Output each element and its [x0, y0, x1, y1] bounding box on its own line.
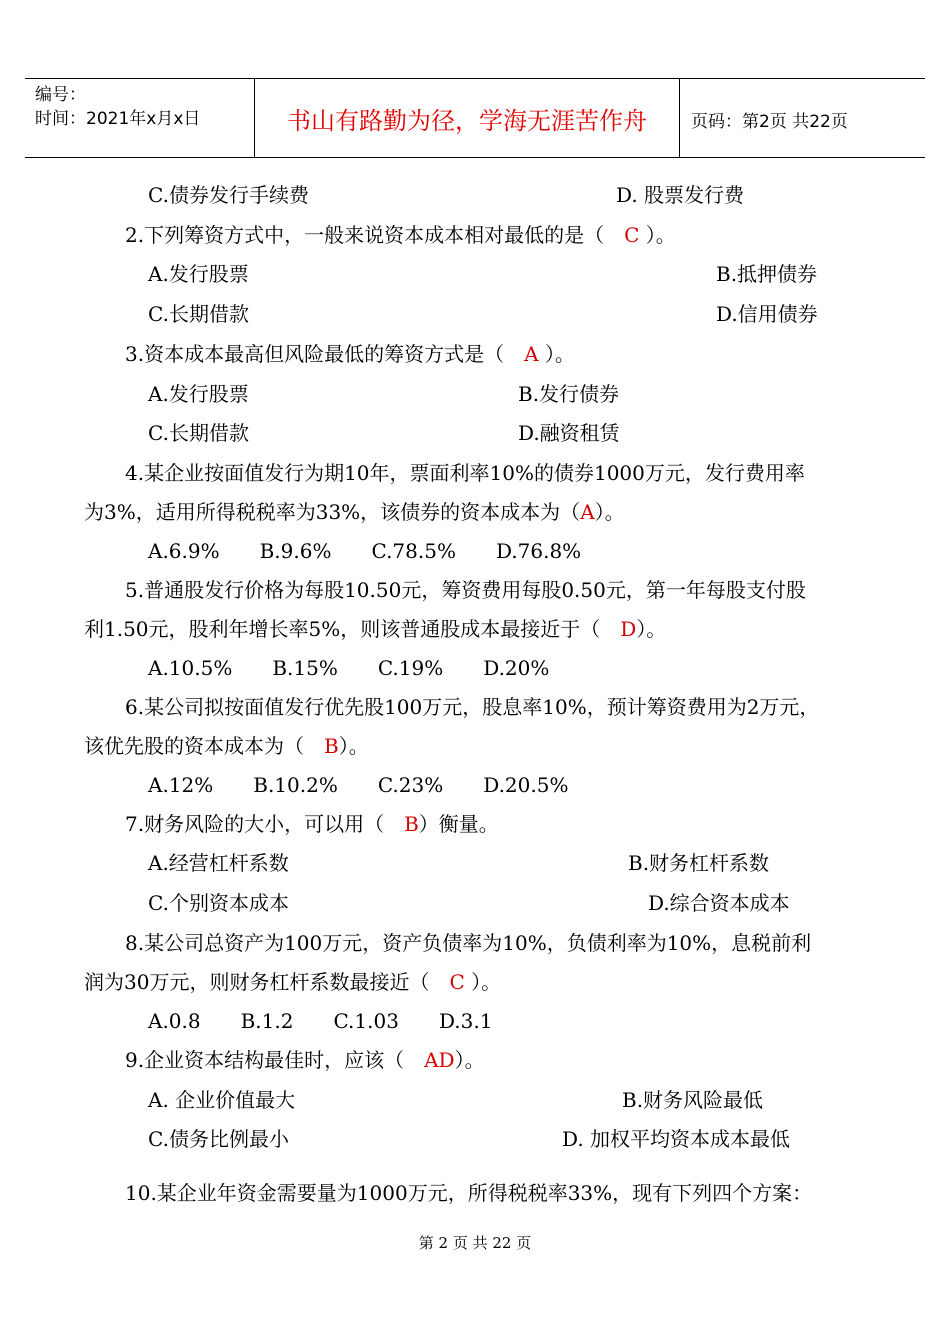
text-line: B.抵押债券 — [716, 262, 818, 286]
header-motto: 书山有路勤为径，学海无涯苦作舟 — [287, 107, 647, 135]
text-line: A.10.5% B.15% C.19% D.20% — [148, 656, 550, 680]
text-line: B.财务风险最低 — [622, 1088, 764, 1112]
answer-mark: B — [404, 812, 419, 836]
text-line: D. 股票发行费 — [616, 183, 745, 207]
text-line: D.综合资本成本 — [648, 891, 790, 915]
answer-mark: A — [580, 500, 595, 524]
text-line: 4.某企业按面值发行为期10年，票面利率10%的债券1000万元，发行费用率 — [125, 461, 805, 485]
text-line — [84, 617, 666, 641]
text-line: 10.某企业年资金需要量为1000万元，所得税税率33%，现有下列四个方案： — [125, 1181, 813, 1205]
date-label: 时间：2021年x月x日 — [35, 109, 201, 129]
text-line: C.长期借款 — [148, 421, 249, 445]
question-text: 润为30万元，则财务杠杆系数最接近（ — [84, 970, 450, 994]
question-text-end: ）。 — [454, 1048, 485, 1072]
question-text-end: ）衡量。 — [418, 812, 499, 836]
answer-mark: A — [524, 342, 539, 366]
text-line: 5.普通股发行价格为每股10.50元，筹资费用每股0.50元，第一年每股支付股 — [125, 578, 806, 602]
text-line: C.个别资本成本 — [148, 891, 289, 915]
text-line: C.债务比例最小 — [148, 1127, 289, 1151]
question-text-end: ）。 — [594, 500, 625, 524]
text-line — [125, 223, 676, 247]
text-line: A.发行股票 — [148, 262, 249, 286]
text-line — [125, 342, 575, 366]
text-line — [125, 812, 499, 836]
question-text: 9.企业资本结构最佳时，应该（ — [125, 1048, 425, 1072]
question-text: 3.资本成本最高但风险最低的筹资方式是（ — [125, 342, 525, 366]
answer-mark: C — [449, 970, 465, 994]
text-line — [84, 500, 625, 524]
header-meta — [35, 83, 200, 131]
question-text: 2.下列筹资方式中，一般来说资本成本相对最低的是（ — [125, 223, 625, 247]
question-text: 为3%，适用所得税税率为33%，该债券的资本成本为（ — [84, 500, 581, 524]
text-line: 6.某公司拟按面值发行优先股100万元，股息率10%，预计筹资费用为2万元， — [125, 695, 820, 719]
answer-mark: AD — [424, 1048, 455, 1072]
answer-mark: D — [620, 617, 637, 641]
page-footer: 第 2 页 共 22 页 — [418, 1234, 532, 1252]
text-line — [125, 1048, 485, 1072]
question-text: 该优先股的资本成本为（ — [84, 734, 324, 758]
text-line: A.6.9% B.9.6% C.78.5% D.76.8% — [148, 539, 582, 563]
text-line: A.经营杠杆系数 — [148, 851, 289, 875]
text-line: 8.某公司总资产为100万元，资产负债率为10%，负债利率为10%，息税前利 — [125, 931, 812, 955]
question-text-end: ）。 — [639, 223, 676, 247]
question-text-end: ）。 — [538, 342, 575, 366]
text-line: B.财务杠杆系数 — [628, 851, 770, 875]
text-line: A.0.8 B.1.2 C.1.03 D.3.1 — [148, 1009, 493, 1033]
question-text-end: ）。 — [338, 734, 369, 758]
answer-mark: C — [624, 223, 640, 247]
question-text-end: ）。 — [636, 617, 667, 641]
answer-mark: B — [324, 734, 339, 758]
text-line — [84, 734, 369, 758]
header-page-label: 页码：第2页 共22页 — [691, 112, 848, 132]
text-line: A.12% B.10.2% C.23% D.20.5% — [148, 773, 569, 797]
question-text: 利1.50元，股利年增长率5%，则该普通股成本最接近于（ — [84, 617, 621, 641]
text-line: B.发行债券 — [518, 382, 620, 406]
page-header — [25, 78, 925, 158]
text-line: D.信用债券 — [716, 302, 818, 326]
header-divider — [679, 79, 680, 157]
text-line: D.融资租赁 — [518, 421, 620, 445]
text-line: A. 企业价值最大 — [148, 1088, 296, 1112]
number-label: 编号： — [35, 85, 86, 105]
text-line: D. 加权平均资本成本最低 — [562, 1127, 791, 1151]
text-line — [84, 970, 501, 994]
question-text: 7.财务风险的大小，可以用（ — [125, 812, 405, 836]
question-text-end: ）。 — [464, 970, 502, 994]
text-line: A.发行股票 — [148, 382, 249, 406]
text-line: C.长期借款 — [148, 302, 249, 326]
text-line: C.债券发行手续费 — [148, 183, 309, 207]
